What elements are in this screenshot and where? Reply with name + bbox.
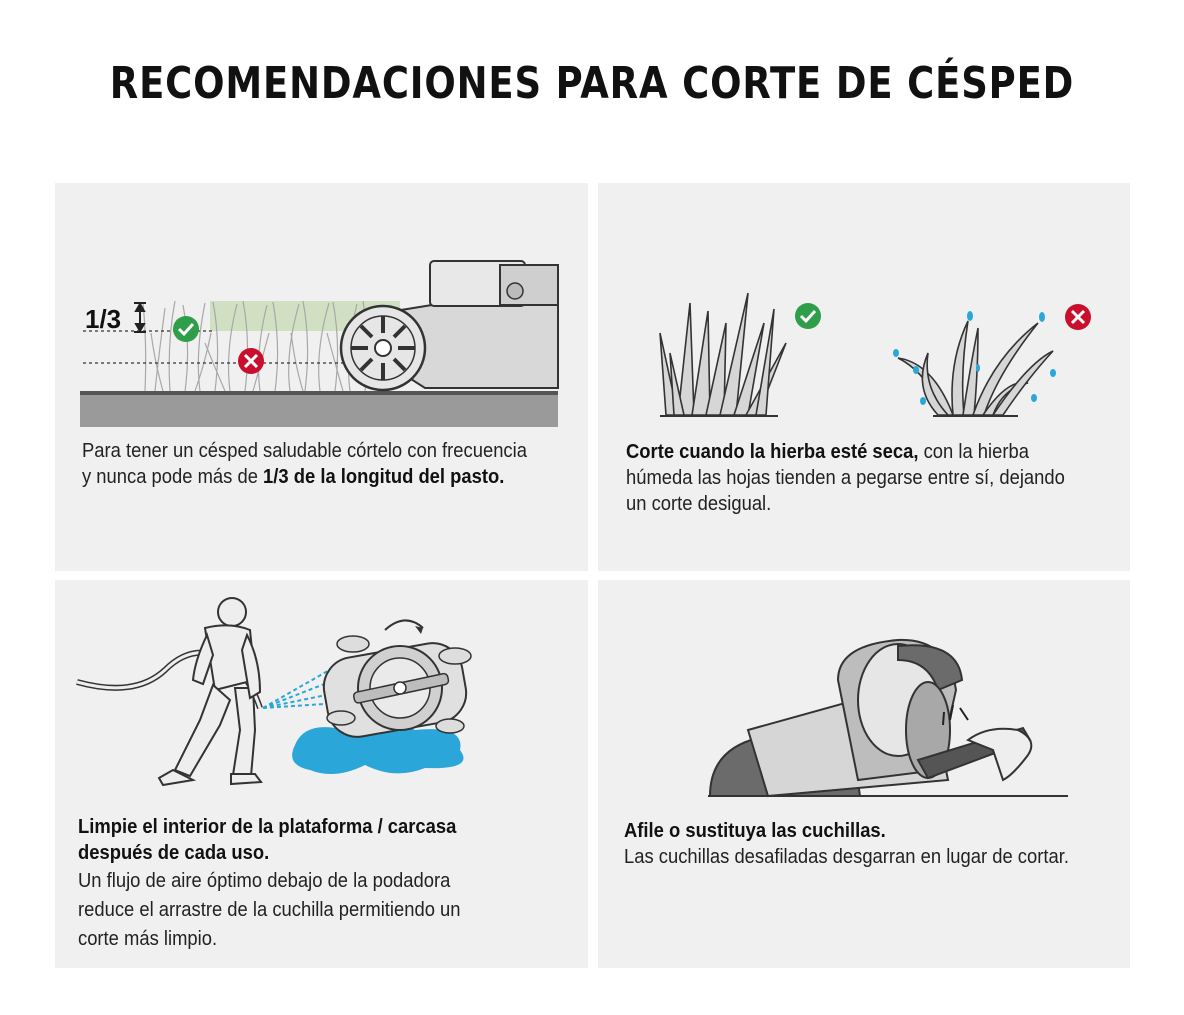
lawn-mower [341, 261, 558, 390]
panel-dry-grass [598, 183, 1130, 571]
panel-text [82, 438, 582, 490]
text-bold: Corte cuando la hierba esté seca, [626, 441, 919, 463]
text-line: Las cuchillas desafiladas desgarran en lugar de cortar. [624, 846, 1069, 868]
text-line: un corte desigual. [626, 493, 772, 515]
panel-clean-deck [55, 580, 588, 968]
ground-edge [80, 391, 558, 395]
x-icon [1065, 304, 1091, 330]
text-line: Para tener un césped saludable córtelo con frecuencia [82, 440, 527, 462]
text-line: húmeda las hojas tienden a pegarse entre sí, dejando [626, 467, 1065, 489]
text-line: corte más limpio. [78, 928, 218, 950]
check-icon [795, 303, 821, 329]
text-line: Un flujo de aire óptimo debajo de la podadora [78, 870, 451, 892]
grinder-illustration [598, 580, 1130, 810]
check-icon [173, 316, 199, 342]
mower-grass-illustration [55, 183, 588, 433]
fraction-label: 1/3 [85, 304, 122, 334]
panel-sharpen-blades [598, 580, 1130, 968]
grass-tufts-illustration [598, 183, 1130, 433]
ground [80, 391, 558, 427]
person-figure [159, 598, 261, 785]
page-title: RECOMENDACIONES PARA CORTE DE CÉSPED [109, 58, 1075, 109]
wet-grass-tuft [893, 311, 1056, 416]
cleaning-illustration [55, 580, 588, 810]
panel-text [626, 439, 1121, 517]
panel-text [78, 814, 578, 952]
text-heading: después de cada uso. [78, 842, 270, 864]
mower-upside-down [319, 636, 471, 742]
text-heading: Limpie el interior de la plataforma / carcasa [78, 816, 457, 838]
text-line: y nunca pode más de [82, 466, 264, 488]
dry-grass-tuft [660, 293, 786, 415]
text-line: con la hierba [918, 441, 1029, 463]
panel-text [624, 818, 1124, 870]
panel-cut-height [55, 183, 588, 571]
text-line: reduce el arrastre de la cuchilla permitiendo un [78, 899, 461, 921]
text-bold: 1/3 de la longitud del pasto. [263, 466, 505, 488]
x-icon [238, 348, 264, 374]
text-heading: Afile o sustituya las cuchillas. [624, 820, 886, 842]
